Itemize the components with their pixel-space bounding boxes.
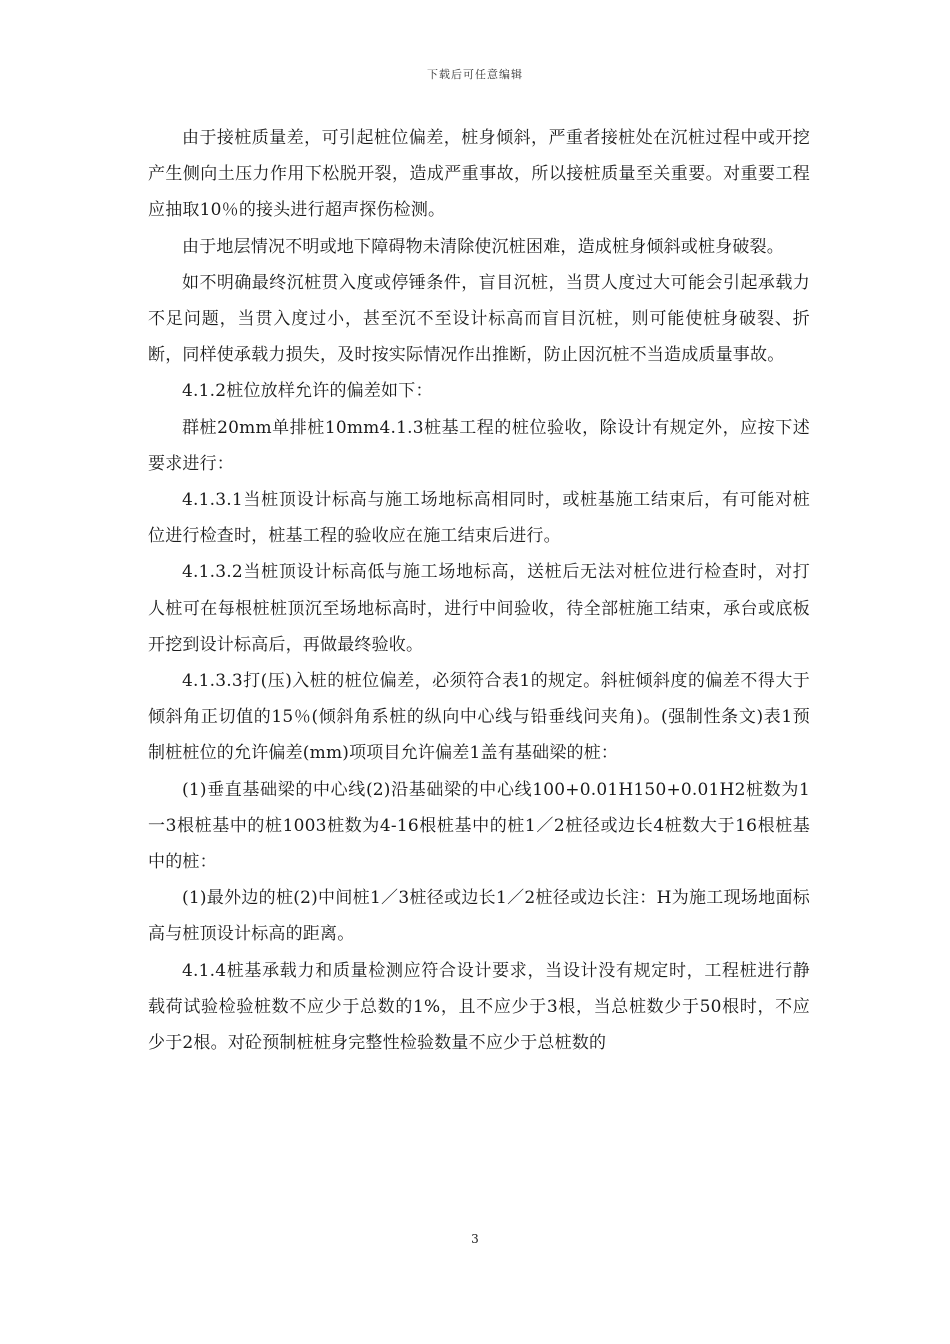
paragraph: (1)最外边的桩(2)中间桩1／3桩径或边长1／2桩径或边长注：H为施工现场地面标高与桩顶设计标高的距离。 <box>148 888 810 945</box>
document-body <box>148 120 810 1061</box>
paragraph: 4.1.3.2当桩顶设计标高低与施工场地标高，送桩后无法对桩位进行检查时，对打人桩可在每根桩桩顶沉至场地标高时，进行中间验收，待全部桩施工结束，承台或底板开挖到设计标高后，再做最终验收。 <box>148 562 810 655</box>
paragraph: 群桩20mm单排桩10mm4.1.3桩基工程的桩位验收，除设计有规定外，应按下述要求进行： <box>148 417 810 474</box>
page-number: 3 <box>471 1232 479 1246</box>
paragraph: 4.1.3.3打(压)入桩的桩位偏差，必须符合表1的规定。斜桩倾斜度的偏差不得大于倾斜角正切值的15％(倾斜角系桩的纵向中心线与铅垂线问夹角)。(强制性条文)表1预制桩桩位的允许偏差(mm)项项目允许偏差1盖有基础梁的桩： <box>148 671 810 764</box>
paragraph: 4.1.4桩基承载力和质量检测应符合设计要求，当设计没有规定时，工程桩进行静载荷试验检验桩数不应少于总数的1%，且不应少于3根，当总桩数少于50根时，不应少于2根。对砼预制桩桩身完整性检验数量不应少于总桩数的 <box>148 960 810 1054</box>
paragraph: (1)垂直基础梁的中心线(2)沿基础梁的中心线100+0.01H150+0.01H2桩数为1一3根桩基中的桩1003桩数为4-16根桩基中的桩1／2桩径或边长4桩数大于16根桩基中的桩： <box>148 779 810 873</box>
paragraph: 4.1.2桩位放样允许的偏差如下： <box>182 381 433 402</box>
paragraph: 如不明确最终沉桩贯入度或停锤条件，盲目沉桩，当贯人度过大可能会引起承载力不足问题，当贯入度过小，甚至沉不至设计标高而盲目沉桩，则可能使桩身破裂、折断，同样使承载力损失，及时按实际情况作出推断，防止因沉桩不当造成质量事故。 <box>148 272 810 366</box>
paragraph: 由于地层情况不明或地下障碍物未清除使沉桩困难，造成桩身倾斜或桩身破裂。 <box>182 236 784 257</box>
paragraph: 由于接桩质量差，可引起桩位偏差，桩身倾斜，严重者接桩处在沉桩过程中或开挖产生侧向土压力作用下松脱开裂，造成严重事故，所以接桩质量至关重要。对重要工程应抽取10％的接头进行超声探伤检测。 <box>148 128 810 221</box>
paragraph: 4.1.3.1当桩顶设计标高与施工场地标高相同时，或桩基施工结束后，有可能对桩位进行检查时，桩基工程的验收应在施工结束后进行。 <box>148 490 810 547</box>
page-header: 下载后可任意编辑 <box>427 68 523 81</box>
